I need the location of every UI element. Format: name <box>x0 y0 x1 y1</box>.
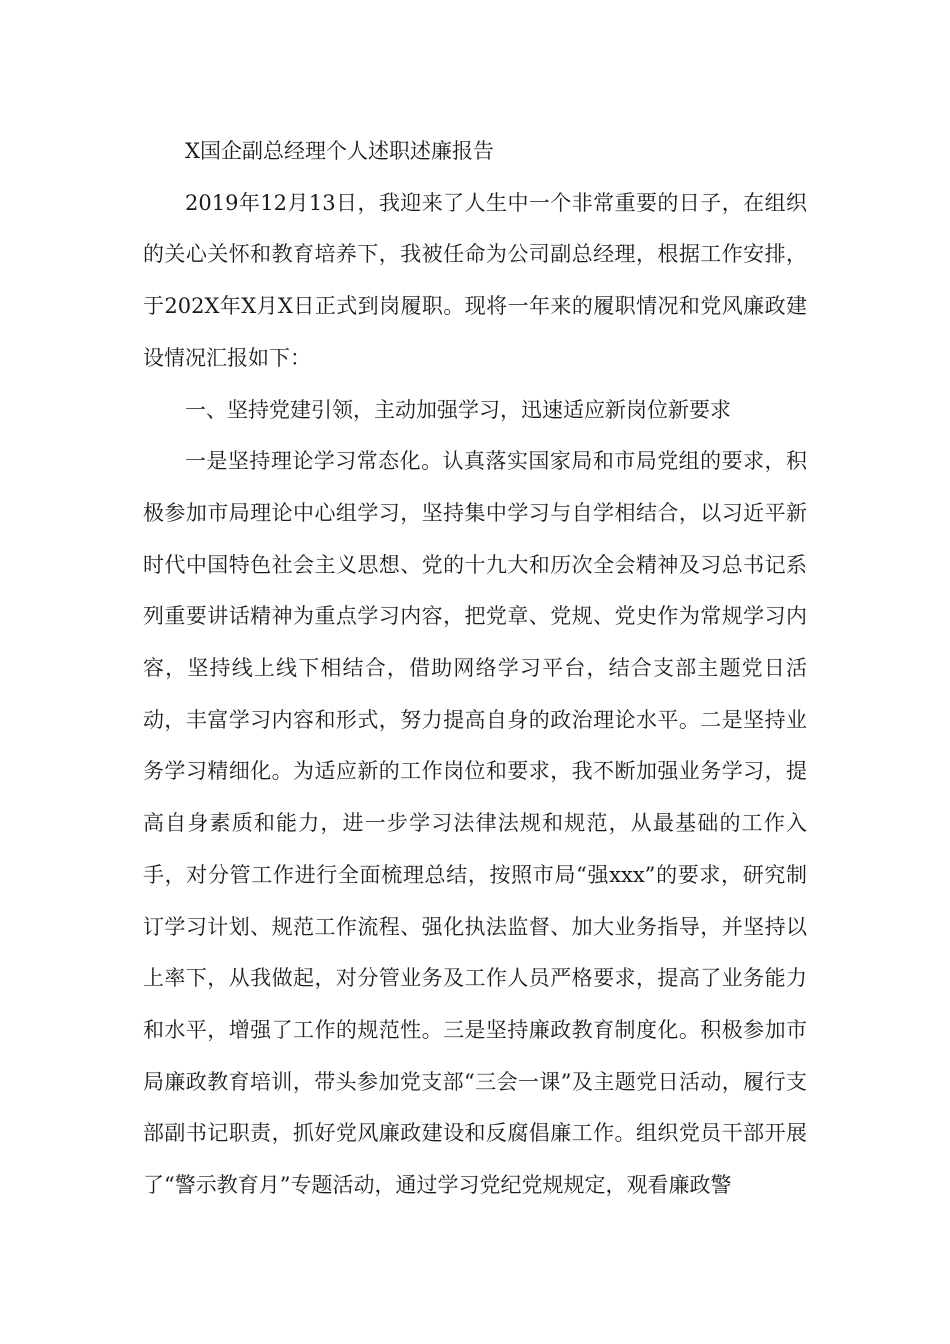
document-body <box>143 126 807 1212</box>
document-title: X国企副总经理个人述职述廉报告 <box>185 139 494 163</box>
paragraph-section-1-body: 一是坚持理论学习常态化。认真落实国家局和市局党组的要求，积极参加市局理论中心组学习，坚持集中学习与自学相结合，以习近平新时代中国特色社会主义思想、党的十九大和历次全会精神及习总书记系列重要讲话精神为重点学习内容，把党章、党规、党史作为常规学习内容，坚持线上线下相结合，借助网络学习平台，结合支部主题党日活动，丰富学习内容和形式，努力提高自身的政治理论水平。二是坚持业务学习精细化。为适应新的工作岗位和要求，我不断加强业务学习，提高自身素质和能力，进一步学习法律法规和规范，从最基础的工作入手，对分管工作进行全面梳理总结，按照市局“强xxx”的要求，研究制订学习计划、规范工作流程、强化执法监督、加大业务指导，并坚持以上率下，从我做起，对分管业务及工作人员严格要求，提高了业务能力和水平，增强了工作的规范性。三是坚持廉政教育制度化。积极参加市局廉政教育培训，带头参加党支部“三会一课”及主题党日活动，履行支部副书记职责，抓好党风廉政建设和反腐倡廉工作。组织党员干部开展了“警示教育月”专题活动，通过学习党纪党规规定，观看廉政警 <box>143 449 807 1198</box>
section-heading-1: 一、坚持党建引领，主动加强学习，迅速适应新岗位新要求 <box>185 397 731 422</box>
paragraph-intro: 2019年12月13日，我迎来了人生中一个非常重要的日子，在组织的关心关怀和教育培养下，我被任命为公司副总经理，根据工作安排，于202X年X月X日正式到岗履职。现将一年来的履职情况和党风廉政建设情况汇报如下： <box>143 190 807 370</box>
